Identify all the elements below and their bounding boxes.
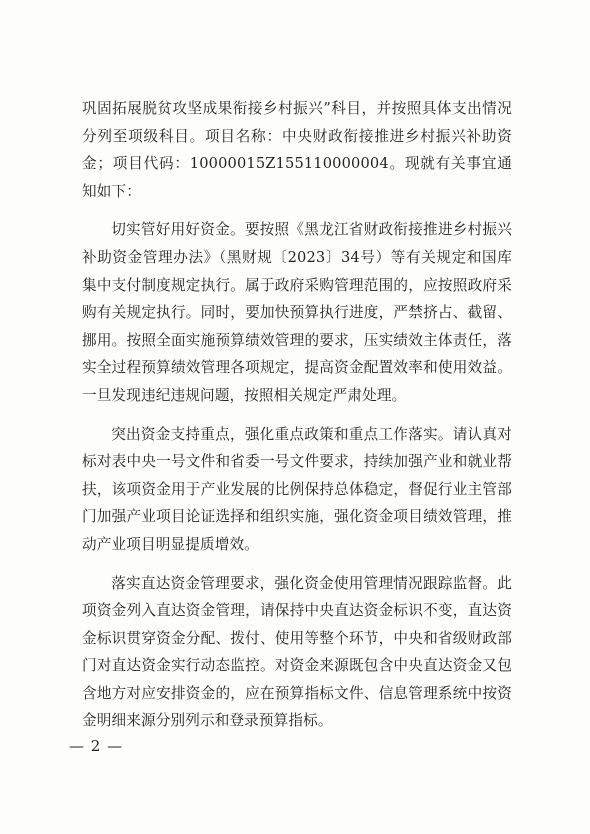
paragraph-fund-management: 切实管好用好资金。要按照《黑龙江省财政衔接推进乡村振兴补助资金管理办法》（黑财规〔2023〕34号）等有关规定和国库集中支付制度规定执行。属于政府采购管理范围的，应按照政府采购有关规定执行。同时，要加快预算执行进度，严禁挤占、截留、挪用。按照全面实施预算绩效管理的要求，压实绩效主体责任，落实全过程预算绩效管理各项规定，提高资金配置效率和使用效益。一旦发现违纪违规问题，按照相关规定严肃处理。 <box>82 221 512 404</box>
document-body <box>82 95 512 746</box>
paragraph-continuation: 巩固拓展脱贫攻坚成果衔接乡村振兴”科目，并按照具体支出情况分列至项级科目。项目名称：中央财政衔接推进乡村振兴补助资金；项目代码：10000015Z155110000004。现就有关事宜通知如下： <box>82 100 512 200</box>
page-number: — 2 — <box>69 737 124 755</box>
paragraph-direct-funds: 落实直达资金管理要求，强化资金使用管理情况跟踪监督。此项资金列入直达资金管理，请保持中央直达资金标识不变，直达资金标识贯穿资金分配、拨付、使用等整个环节，中央和省级财政部门对直达资金实行动态监控。对资金来源既包含中央直达资金又包含地方对应安排资金的，应在预算指标文件、信息管理系统中按资金明细来源分别列示和登录预算指标。 <box>82 574 512 730</box>
paragraph-funding-priorities: 突出资金支持重点，强化重点政策和重点工作落实。请认真对标对表中央一号文件和省委一号文件要求，持续加强产业和就业帮扶，该项资金用于产业发展的比例保持总体稳定，督促行业主管部门加强产业项目论证选择和组织实施，强化资金项目绩效管理，推动产业项目明显提质增效。 <box>82 425 512 553</box>
